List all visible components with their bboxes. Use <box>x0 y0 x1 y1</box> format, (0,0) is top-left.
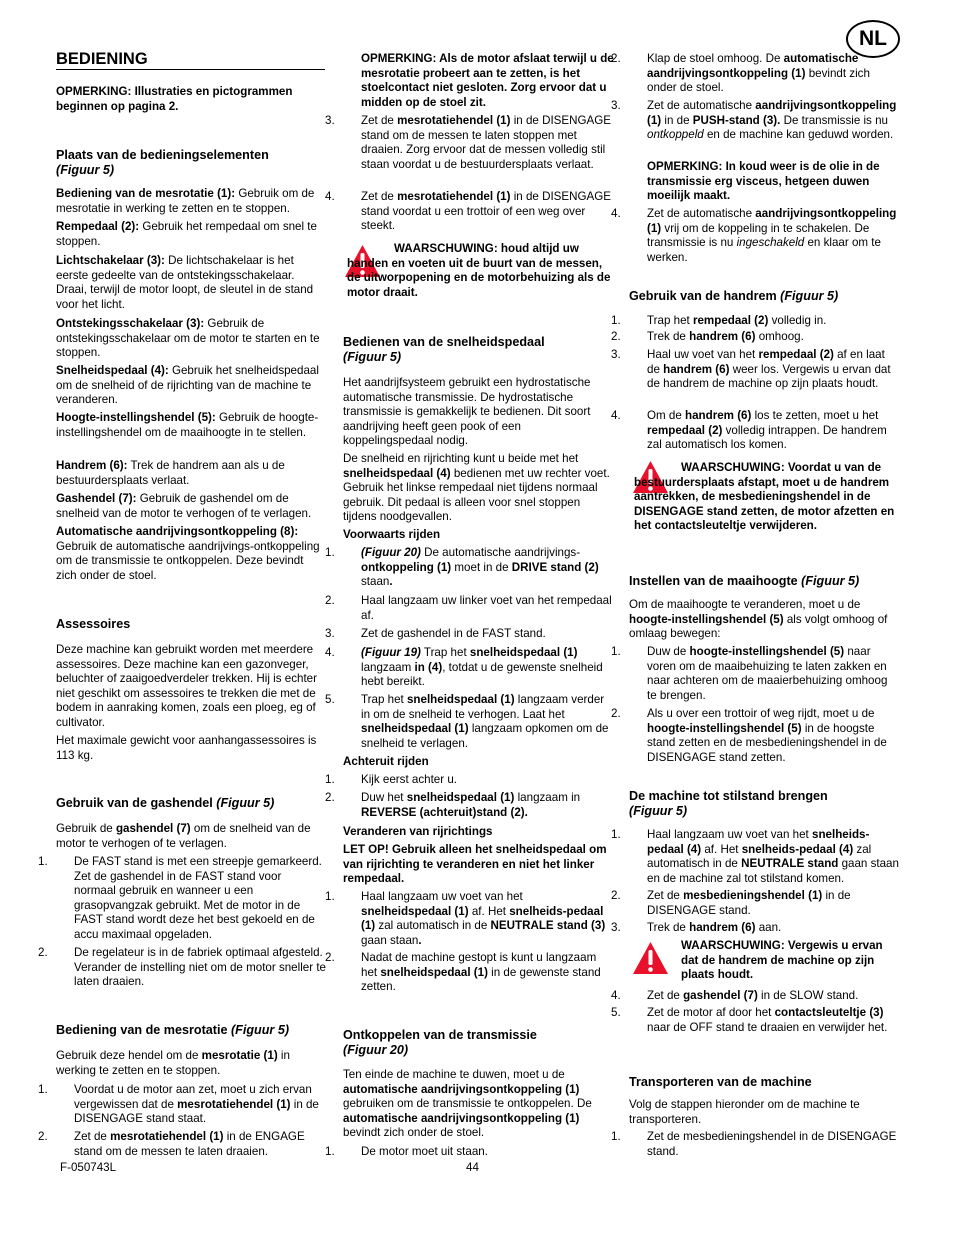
list-item: 2. Haal langzaam uw linker voet van het rempedaal af. <box>325 594 612 622</box>
document-code: F-050743L <box>60 1161 117 1174</box>
paragraph: Rempedaal (2): Gebruik het rempedaal om snel te stoppen. <box>56 220 317 248</box>
paragraph: Lichtschakelaar (3): De lichtschakelaar is het eerste gedeelte van de ontstekingsschakelaar. Draai, terwijl de motor loopt, de sleutel in de stand voor het licht. <box>56 254 314 311</box>
paragraph: Gebruik de gashendel (7) om de snelheid van de motor te verhogen of te verlagen. <box>56 822 311 850</box>
list-item: 4. Om de handrem (6) los te zetten, moet u het rempedaal (2) volledig intrappen. De handrem zal automatisch los komen. <box>611 409 887 452</box>
list-item: 4. Zet de gashendel (7) in de SLOW stand. <box>611 989 859 1002</box>
section-heading: Plaats van de bedieningselementen (Figuur 5) <box>56 148 269 177</box>
list-item: 1. Haal langzaam uw voet van het snelheids-pedaal (4) af. Het snelheids-pedaal (4) zal automatisch in de NEUTRALE stand gaan staan en de machine zal tot stilstand komen. <box>611 828 899 885</box>
section-heading: Gebruik van de handrem (Figuur 5) <box>629 289 839 303</box>
list-item: 1. Duw de hoogte-instellingshendel (5) naar voren om de maaibehuizing te laten zakken en naar achteren om de maaierbehuizing omhoog te brengen. <box>611 645 888 702</box>
section-heading: Instellen van de maaihoogte (Figuur 5) <box>629 574 860 588</box>
paragraph: Automatische aandrijvingsontkoppeling (8): Gebruik de automatische aandrijvings-ontkoppeling om de transmissie te ontkoppelen. Deze bevindt zich onder de stoel. <box>56 525 320 582</box>
list-item: 3. Haal uw voet van het rempedaal (2) af en laat de handrem (6) weer los. Vergewis u ervan dat de handrem de machine op zijn plaats houdt. <box>611 348 891 391</box>
page-number: 44 <box>466 1161 479 1174</box>
list-item: 2. Zet de mesrotatiehendel (1) in de ENGAGE stand om de messen te laten draaien. <box>38 1130 305 1158</box>
list-item: 2. Trek de handrem (6) omhoog. <box>611 330 804 343</box>
section-heading: Transporteren van de machine <box>629 1075 812 1089</box>
list-item: 3. Trek de handrem (6) aan. <box>611 921 782 934</box>
paragraph: Snelheidspedaal (4): Gebruik het snelheidspedaal om de snelheid of de rijrichting van de machine te veranderen. <box>56 364 319 407</box>
paragraph: Ontstekingsschakelaar (3): Gebruik de ontstekingsschakelaar om de motor te starten en te stoppen. <box>56 317 320 360</box>
list-item: 4. Zet de automatische aandrijvingsontkoppeling (1) vrij om de koppeling in te schakelen. De transmissie is nu ingeschakeld en klaar om te werken. <box>611 207 897 264</box>
paragraph: Volg de stappen hieronder om de machine te transporteren. <box>629 1098 860 1126</box>
warning-text: WAARSCHUWING: Vergewis u ervan dat de handrem de machine op zijn plaats houdt. <box>681 939 883 982</box>
section-heading: Gebruik van de gashendel (Figuur 5) <box>56 796 275 810</box>
language-badge: NL <box>846 20 900 58</box>
title-rule <box>56 69 325 70</box>
list-item: 4. Zet de mesrotatiehendel (1) in de DISENGAGE stand voordat u een trottoir of een weg over steekt. <box>325 190 612 233</box>
warning-icon <box>632 941 669 975</box>
list-item: 1. Trap het rempedaal (2) volledig in. <box>611 314 827 327</box>
list-item: 2. Nadat de machine gestopt is kunt u langzaam het snelheidspedaal (1) in de gewenste stand zetten. <box>325 951 601 994</box>
list-item: 3. Zet de automatische aandrijvingsontkoppeling (1) in de PUSH-stand (3). De transmissie is nu ontkoppeld en de machine kan geduwd worden. <box>611 99 897 142</box>
section-heading: Assessoires <box>56 617 131 631</box>
section-heading: Bedienen van de snelheidspedaal (Figuur 5) <box>343 335 545 364</box>
page-title: BEDIENING <box>56 50 148 68</box>
caution-note: LET OP! Gebruik alleen het snelheidspedaal om van rijrichting te veranderen en niet het linker rempedaal. <box>343 843 607 886</box>
note: OPMERKING: Illustraties en pictogrammen beginnen op pagina 2. <box>56 85 293 113</box>
list-item: 2. Klap de stoel omhoog. De automatische aandrijvingsontkoppeling (1) bevindt zich onder de stoel. <box>611 52 870 95</box>
list-item: 3. Zet de mesrotatiehendel (1) in de DISENGAGE stand om de messen te laten stoppen met draaien. Zorg ervoor dat de messen volledig stil staan voordat u de bestuurdersplaats verlaat. <box>325 114 612 171</box>
list-item: 2. Duw het snelheidspedaal (1) langzaam in REVERSE (achteruit)stand (2). <box>325 791 581 819</box>
subheading: Achteruit rijden <box>343 755 429 768</box>
list-item: 1. De motor moet uit staan. <box>325 1145 488 1158</box>
list-item: 1. Voordat u de motor aan zet, moet u zich ervan vergewissen dat de mesrotatiehendel (1) in de DISENGAGE stand staat. <box>38 1083 319 1126</box>
list-item: 1. Haal langzaam uw voet van het snelheidspedaal (1) af. Het snelheids-pedaal (1) zal automatisch in de NEUTRALE stand (3) gaan staan. <box>325 890 606 947</box>
paragraph: Hoogte-instellingshendel (5): Gebruik de hoogte-instellingshendel om de maaihoogte in te stellen. <box>56 411 319 439</box>
list-item: 2. Als u over een trottoir of weg rijdt, moet u de hoogte-instellingshendel (5) in de hoogste stand zetten en de mesbedieningshendel in de DISENGAGE stand zetten. <box>611 707 887 764</box>
paragraph: Handrem (6): Trek de handrem aan als u de bestuurdersplaats verlaat. <box>56 459 285 487</box>
paragraph: De snelheid en rijrichting kunt u beide met het snelheidspedaal (4) bedienen met uw rechter voet. Gebruik het linkse rempedaal niet tijdens normaal gebruik. Dit pedaal is alleen voor snel stoppen tijdens noodgevallen. <box>343 452 610 524</box>
note: OPMERKING: Als de motor afslaat terwijl u de mesrotatie probeert aan te zetten, is het stoelcontact niet gesloten. Zorg ervoor dat u midden op de stoel zit. <box>361 52 614 109</box>
list-item: 5. Zet de motor af door het contactsleuteltje (3) naar de OFF stand te draaien en verwijder het. <box>611 1006 888 1034</box>
paragraph: Het aandrijfsysteem gebruikt een hydrostatische automatische transmissie. De hydrostatische transmissie is gemakkelijk te bedienen. Dit soort aandrijving heeft geen pook of een koppelingspedaal nodig. <box>343 376 591 448</box>
paragraph: Ten einde de machine te duwen, moet u de automatische aandrijvingsontkoppeling (1) gebruiken om de transmissie te ontkoppelen. De automatische aandrijvingsontkoppeling (1) bevindt zich onder de stoel. <box>343 1068 592 1140</box>
paragraph: Het maximale gewicht voor aanhangassessoires is 113 kg. <box>56 734 317 762</box>
list-item: 4. (Figuur 19) Trap het snelheidspedaal (1) langzaam in (4), totdat u de gewenste snelheid hebt bereikt. <box>325 646 603 689</box>
paragraph: Gashendel (7): Gebruik de gashendel om de snelheid van de motor te verhogen of te verlagen. <box>56 492 312 520</box>
list-item: 5. Trap het snelheidspedaal (1) langzaam verder in om de snelheid te verhogen. Laat het snelheidspedaal (1) langzaam opkomen om de snelheid te verlagen. <box>325 693 609 750</box>
section-heading: De machine tot stilstand brengen (Figuur 5) <box>629 789 828 818</box>
paragraph: Om de maaihoogte te veranderen, moet u de hoogte-instellingshendel (5) als volgt omhoog of omlaag bewegen: <box>629 598 888 641</box>
list-item: 1. Kijk eerst achter u. <box>325 773 458 786</box>
section-heading: Ontkoppelen van de transmissie (Figuur 20) <box>343 1028 537 1057</box>
list-item: 1. (Figuur 20) De automatische aandrijvings-ontkoppeling (1) moet in de DRIVE stand (2) staan. <box>325 546 599 589</box>
paragraph: Bediening van de mesrotatie (1): Gebruik om de mesrotatie in werking te zetten en te stoppen. <box>56 187 315 215</box>
subheading: Veranderen van rijrichtings <box>343 825 493 838</box>
subheading: Voorwaarts rijden <box>343 528 441 541</box>
warning-text: WAARSCHUWING: Voordat u van de bestuurdersplaats afstapt, moet u de handrem aantrekken, de mesbedieningshendel in de DISENGAGE stand zetten, de motor afzetten en het contactsleuteltje verwijderen. <box>634 461 895 533</box>
list-item: 2. De regelateur is in de fabriek optimaal afgesteld. Verander de instelling niet om de motor sneller te laten draaien. <box>38 946 326 989</box>
list-item: 3. Zet de gashendel in de FAST stand. <box>325 627 546 640</box>
section-heading: Bediening van de mesrotatie (Figuur 5) <box>56 1023 290 1037</box>
paragraph: Deze machine kan gebruikt worden met meerdere assessoires. Deze machine kan een gazonveger, beluchter of zaaigoedverdeler trekken. Hij is echter niet geschikt om assessoires te trekken die met de bodem in aanraking komen, zoals een ploeg, eg of cultivator. <box>56 643 317 729</box>
list-item: 1. Zet de mesbedieningshendel in de DISENGAGE stand. <box>611 1130 897 1158</box>
paragraph: Gebruik deze hendel om de mesrotatie (1) in werking te zetten en te stoppen. <box>56 1049 290 1077</box>
note: OPMERKING: In koud weer is de olie in de transmissie erg visceus, hetgeen duwen moeilijk maakt. <box>647 160 880 203</box>
warning-text: WAARSCHUWING: houd altijd uw handen en voeten uit de buurt van de messen, de uitworpopening en de motorbehuizing als de motor draait. <box>347 242 611 299</box>
list-item: 1. De FAST stand is met een streepje gemarkeerd. Zet de gashendel in de FAST stand voor normaal gebruik en wanneer u een grasopvangzak gebruikt. Met de motor in de FAST stand wordt deze het best gekoeld en de accu maximaal opgeladen. <box>38 855 322 941</box>
list-item: 2. Zet de mesbedieningshendel (1) in de DISENGAGE stand. <box>611 889 851 917</box>
